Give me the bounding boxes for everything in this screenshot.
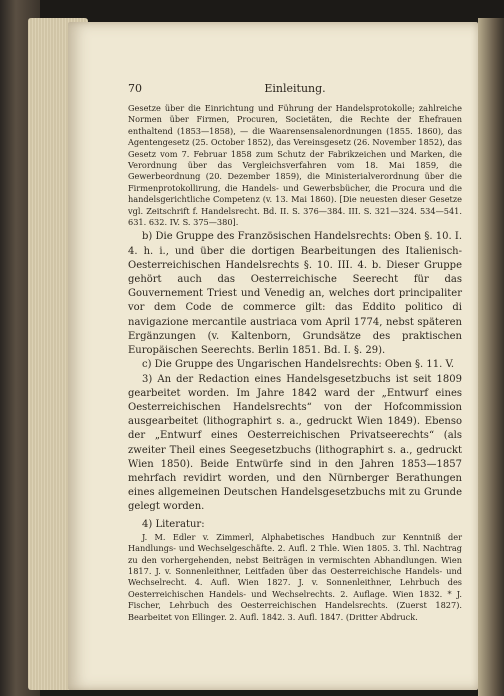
running-title: Einleitung.: [264, 82, 326, 95]
heading-literatur: 4) Literatur:: [142, 518, 205, 530]
paragraph-hungarian-group: c) Die Gruppe des Ungarischen Handelsrechts: Oben §. 11. V.: [142, 359, 455, 371]
running-head: [128, 82, 462, 96]
paragraph-redaction: 3) An der Redaction eines Handelsgesetzbuchs ist seit 1809 gearbeitet worden. Im Jahre 1842 ward der „Entwurf eines Oesterreichischen Handelsrechts“ von der Hofcommission ausgearbeitet (lithographirt s. a., gedruckt Wien 1849). Ebenso der „Entwurf eines Oesterreichischen Privatseerechts“ (als zweiter Theil eines Seegesetzbuchs (lithographirt s. a., gedruckt Wien 1850). Beide Entwürfe sind in den Jahren 1853—1857 mehrfach revidirt worden, und den Nürnberger Berathungen eines allgemeinen Deutschen Handelsgesetzbuchs mit zu Grunde gelegt worden.: [128, 373, 462, 513]
page-curl-edge: [478, 18, 504, 696]
page-body: [128, 103, 462, 623]
paragraph-literature: J. M. Edler v. Zimmerl, Alphabetisches Handbuch zur Kenntniß der Handlungs- und Wechselgeschäfte. 2. Aufl. 2 Thle. Wien 1805. 3. Thl. Nachtrag zu den vorhergehenden, nebst Beiträgen in vermischten Abhandlungen. Wien 1817. J. v. Sonnenleithner, Leitfaden über das Oesterreichische Handels- und Wechselrecht. 4. Aufl. Wien 1827. J. v. Sonnenleithner, Lehrbuch des Oesterreichischen Handels- und Wechselrechts. 2. Auflage. Wien 1832. * J. Fischer, Lehrbuch des Oesterreichischen Handelsrechts. (Zuerst 1827). Bearbeitet von Ellinger. 2. Aufl. 1842. 3. Aufl. 1847. (Dritter Abdruck.: [128, 531, 462, 622]
paragraph-statutes: Gesetze über die Einrichtung und Führung der Handelsprotokolle; zahlreiche Normen über Firmen, Procuren, Societäten, die Rechte der Ehefrauen enthaltend (1853—1858), — die Waarensensalenordnungen (1855. 1860), das Agentengesetz (25. October 1852), das Vereinsgesetz (26. November 1852), das Gesetz vom 7. Februar 1858 zum Schutz der Fabrikzeichen und Marken, die Verordnung über das Vergleichsverfahren vom 18. Mai 1859, die Gewerbeordnung (20. Dezember 1859), die Ministerialverordnung über die Firmenprotokollirung, die Handels- und Gewerbsbücher, die Procura und die handelsgerichtliche Competenz (v. 13. Mai 1860). [Die neuesten dieser Gesetze vgl. Zeitschrift f. Handelsrecht. Bd. II. S. 376—384. III. S. 321—324. 534—541. 631. 632. IV. S. 375—380].: [128, 103, 462, 228]
paragraph-french-group: b) Die Gruppe des Französischen Handelsrechts: Oben §. 10. I. 4. h. i., und über die dortigen Bearbeitungen des Italienisch-Oesterreichischen Handelsrechts §. 10. III. 4. b. Dieser Gruppe gehört auch das Oesterreichische Seerecht für das Gouvernement Triest und Venedig an, welches dort principaliter vor dem Code de commerce gilt: das Eddito politico di navigazione mercantile austriaca vom April 1774, nebst späteren Ergänzungen (v. Kaltenborn, Grundsätze des praktischen Europäischen Seerechts. Berlin 1851. Bd. I. §. 29).: [128, 231, 462, 357]
page-number: 70: [128, 82, 142, 95]
